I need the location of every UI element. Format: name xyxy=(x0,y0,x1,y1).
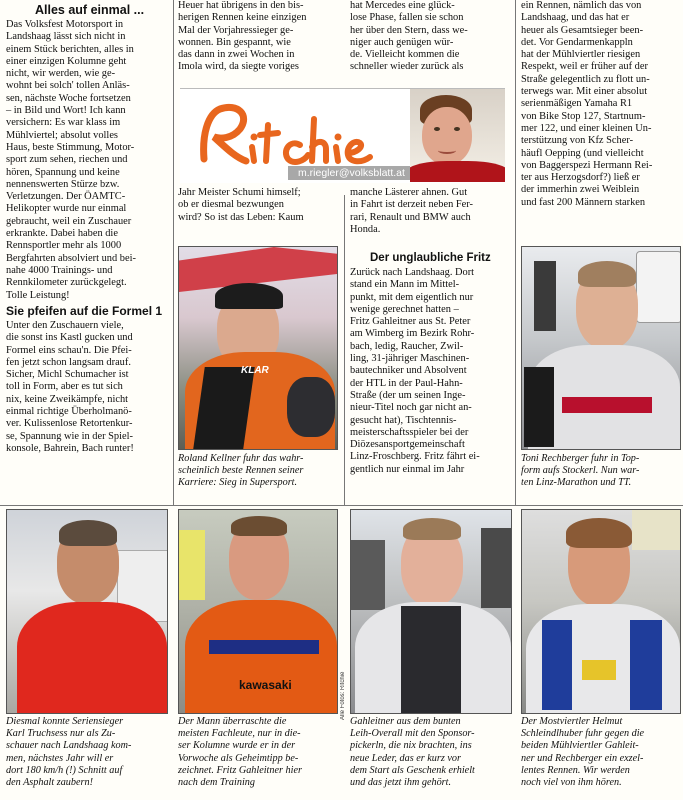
heading-alles-auf-einmal: Alles auf einmal ... xyxy=(35,3,145,17)
column2-text: Heuer hat übrigens in den bis- herigen Rennen keine einzigen Mal der Vorjahressieger ge- wonnen. Bin gespannt, wie das dann in zwei Wochen in Imola wird, da siegte voriges xyxy=(178,0,307,73)
caption-gahleitner-overall: Gahleitner aus dem bunten Leih-Overall mit den Sponsor- pickerln, die nix brachten, ins neue Leder, das er kurz vor dem Start als Geschenk erhielt und das jetzt ihm gehört. xyxy=(350,716,475,789)
column4-text: ein Rennen, nämlich das von Landshaag, und das hat er heuer als Gesamtsieger been- det. Vor Gendarmenkappln hat der Mühlviertler riesigen Respekt, weil er früher auf der Straße gelegentlich zu flott un- terwegs war. Mit einer absolut serienmäßigen Yamaha R1 von Bike Stop 127, Startnum- mer 122, und einer kleinen Un- terstützung von Kfz Scher- häufl Oepping (und vielleicht von Baggerspezi Hermann Rei- ter aus Herzogsdorf?) ließ er der immerhin zwei Weiblein und fast 200 Männern starken xyxy=(521,0,653,208)
author-portrait xyxy=(410,89,505,182)
heading-unglaubliche-fritz: Der unglaubliche Fritz xyxy=(370,252,491,264)
column-rule xyxy=(515,0,516,505)
photo-credit: Alle Fotos: Ritchie xyxy=(340,671,346,720)
column3-text2: Zurück nach Landshaag. Dort stand ein Mann im Mittel- punkt, mit dem eigentlich nur wenige gerechnet hatten – Fritz Gahleitner aus St. Peter am Wimberg im Bezirk Rohr- bach, ledig, Raucher, Zwil- ling, 31-jähriger Maschinen- bautechniker und Absolvent der HTL in der Paul-Hahn- Straße (der um seinen Inge- nieur-Titel noch gar nicht an- gesucht hat), Tischtennis- meisterschaftsspieler bei der Diözesansportgemeinschaft Linz-Froschberg. Fritz fährt ei- gentlich nur einmal im Jahr xyxy=(350,267,480,475)
heading-formel-1: Sie pfeifen auf die Formel 1 xyxy=(6,304,163,318)
column1-text2: Unter den Zuschauern viele, die sonst ins Kastl gucken und Formel eins schau'n. Die Pfei- fen jetzt schon langsam drauf. Sicher, Michl Schumacher ist toll in Form, aber es tut sich nix, keine Zweikämpfe, nicht einmal richtige Überholmanö- ver. Kulissenlose Retortenkur- se, Spannung wie in der Spiel- konsole, Bahrein, Bach runter! xyxy=(6,320,134,454)
columnist-email: m.riegler@volksblatt.at xyxy=(298,167,405,179)
suit-label: kawasaki xyxy=(239,678,292,692)
columnist-banner xyxy=(180,88,505,183)
photo-toni-rechberger xyxy=(521,246,681,450)
column-rule xyxy=(173,0,174,505)
caption-rechberger: Toni Rechberger fuhr in Top- form aufs Stockerl. Nun war- ten Linz-Marathon und TT. xyxy=(521,453,640,489)
column2-text-after: Jahr Meister Schumi himself; ob er diesmal bezwungen wird? So ist das Leben: Kaum xyxy=(178,187,304,223)
photo-karl-truchsess xyxy=(6,509,168,714)
caption-truchsess: Diesmal konnte Seriensieger Karl Truchsess nur als Zu- schauer nach Landshaag kom- men, nächstes Jahr will er dort 180 km/h (!) Schnitt auf den Asphalt zaubern! xyxy=(6,716,132,789)
photo-helmut-schleindlhuber xyxy=(521,509,681,714)
shirt-label: KLAR xyxy=(241,365,269,376)
photo-fritz-gahleitner-overall xyxy=(350,509,512,714)
column-rule xyxy=(344,195,345,505)
row-rule xyxy=(0,505,683,506)
caption-kellner: Roland Kellner fuhr das wahr- scheinlich beste Rennen seiner Karriere: Sieg in Supersport. xyxy=(178,453,304,489)
caption-schleindlhuber: Der Mostviertler Helmut Schleindlhuber fuhr gegen die beiden Mühlviertler Gahleit- ner und Rechberger ein exzel- lentes Rennen. Wir werden noch viel von ihm hören. xyxy=(521,716,645,789)
photo-roland-kellner xyxy=(178,246,338,450)
column1-text: Das Volksfest Motorsport in Landshaag lässt sich nicht in einem Stück berichten, alles in einer einzigen Kolumne geht nicht, wir werden, wie ge- wohnt bei solch' tollen Anläs- sen, nächste Woche fortsetzen – in Bild und Wort! Ich kann versichern: Es war klass im Mühlviertel; absolut volles Haus, beste Stimmung, Motor- sport zum sehen, riechen und hören, Spannung und keine nennenswerten Stürze bzw. Verletzungen. Der ÖAMTC- Helikopter wurde nur einmal gebraucht, weil ein Zuschauer erkrankte. Dabei haben die Rennsportler mehr als 1000 Bergfahrten absolviert und bei- nahe 4000 Trainings- und Rennkilometer zurückgelegt. Tolle Leistung! xyxy=(6,19,136,301)
caption-gahleitner-kawasaki: Der Mann überraschte die meisten Fachleute, nur in die- ser Kolumne wurde er in der Vorwoche als Geheimtipp be- zeichnet. Fritz Gahleitner hier nach dem Training xyxy=(178,716,302,789)
column3-text-after: manche Lästerer ahnen. Gut in Fahrt ist derzeit neben Fer- rari, Renault und BMW auch Honda. xyxy=(350,187,473,235)
photo-fritz-gahleitner-kawasaki xyxy=(178,509,338,714)
column3-text: hat Mercedes eine glück- lose Phase, fallen sie schon her über den Stern, dass we- niger auch genügen wür- de. Vielleicht kommen die schneller wieder zurück als xyxy=(350,0,468,73)
